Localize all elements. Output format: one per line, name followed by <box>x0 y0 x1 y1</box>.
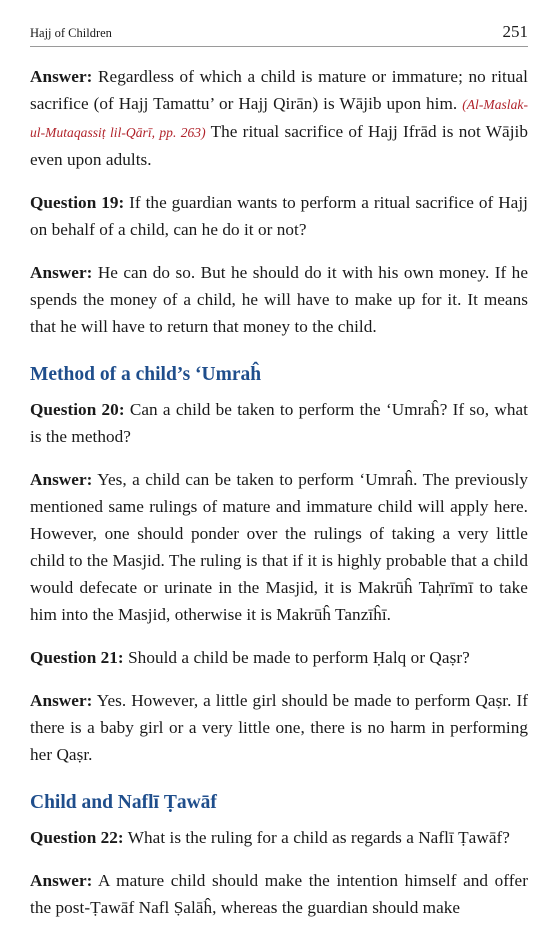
page-content <box>30 63 528 937</box>
answer-21: Answer: Yes. However, a little girl should be made to perform Qaṣr. If there is a baby girl or a very little one, there is no harm in performing her Qaṣr. <box>30 691 528 764</box>
section-heading-tawaf: Child and Naflī Ṭawāf <box>30 792 217 813</box>
answer-20: Answer: Yes, a child can be taken to perform ‘Umraĥ. The previously mentioned same rulings of mature and immature child will apply here. However, one should ponder over the rulings of taking a very little child to the Masjid. The ruling is that if it is highly probable that a child would defecate or urinate in the Masjid, it is Makrūĥ Taḥrīmī to take him into the Masjid, otherwise it is Makrūĥ Tanzīĥī. <box>30 470 528 624</box>
answer-label: Answer: <box>30 67 93 86</box>
question-20: Question 20: Can a child be taken to perform the ‘Umraĥ? If so, what is the method? <box>30 400 528 446</box>
running-title: Hajj of Children <box>30 26 112 40</box>
answer-22: Answer: A mature child should make the intention himself and offer the post-Ṭawāf Nafl Ṣalāĥ, whereas the guardian should make <box>30 871 528 917</box>
question-22: Question 22: What is the ruling for a child as regards a Naflī Ṭawāf? <box>30 828 510 847</box>
answer-18: Answer: Regardless of which a child is mature or immature; no ritual sacrifice (of Hajj Tamattu’ or Hajj Qirān) is Wājib upon him. (Al-Maslak-ul-Mutaqassiṭ lil-Qārī, pp. 263) The ritual sacrifice of Hajj Ifrād is not Wājib even upon adults. <box>30 67 528 169</box>
page-header <box>30 22 528 47</box>
answer-label: Answer: <box>30 470 93 489</box>
question-label: Question 22: <box>30 828 124 847</box>
question-label: Question 20: <box>30 400 125 419</box>
answer-label: Answer: <box>30 691 93 710</box>
answer-19: Answer: He can do so. But he should do it with his own money. If he spends the money of a child, he will have to make up for it. It means that he will have to return that money to the child. <box>30 263 528 336</box>
citation: (Al-Maslak-ul-Mutaqassiṭ lil-Qārī, pp. 263) <box>30 97 528 140</box>
answer-label: Answer: <box>30 263 93 282</box>
section-heading-umrah: Method of a child’s ‘Umraĥ <box>30 364 262 385</box>
question-label: Question 21: <box>30 648 124 667</box>
question-label: Question 19: <box>30 193 125 212</box>
answer-label: Answer: <box>30 871 93 890</box>
page-number: 251 <box>502 22 528 41</box>
question-19: Question 19: If the guardian wants to perform a ritual sacrifice of Hajj on behalf of a child, can he do it or not? <box>30 193 528 239</box>
question-21: Question 21: Should a child be made to perform Ḥalq or Qaṣr? <box>30 648 470 667</box>
